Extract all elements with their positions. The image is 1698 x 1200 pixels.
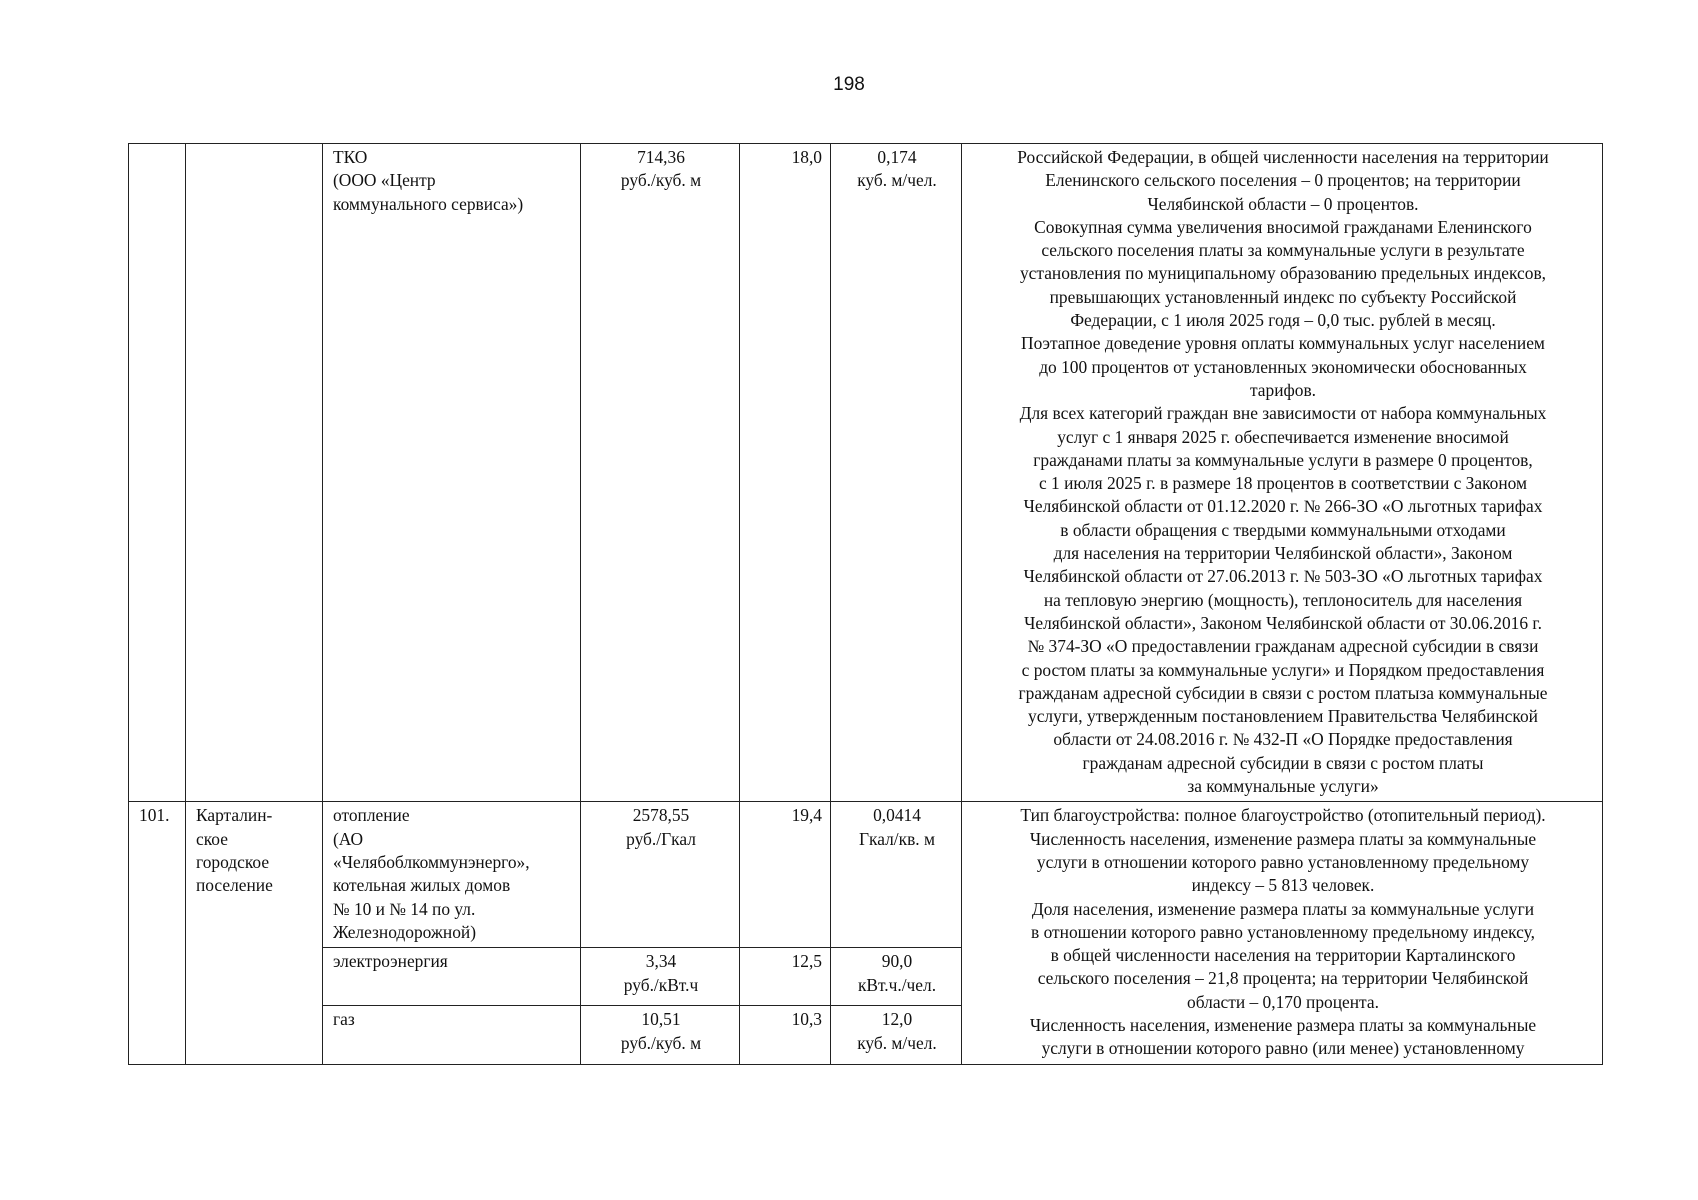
service-cell: ТКО (ООО «Центр коммунального сервиса»)	[323, 144, 581, 802]
table-row	[129, 802, 1603, 948]
municipality-cell: Карталин- ское городское поселение	[186, 802, 323, 1064]
page-number: 198	[833, 74, 865, 95]
tariff-table	[128, 143, 1603, 1065]
norm-cell: 90,0 кВт.ч./чел.	[831, 948, 962, 1006]
norm-cell: 0,0414 Гкал/кв. м	[831, 802, 962, 948]
tariff-cell: 10,51 руб./куб. м	[581, 1006, 740, 1064]
increase-cell: 12,5	[740, 948, 831, 1006]
service-cell: электроэнергия	[323, 948, 581, 1006]
increase-cell: 19,4	[740, 802, 831, 948]
table-row	[129, 144, 1603, 802]
service-cell: газ	[323, 1006, 581, 1064]
tariff-cell: 3,34 руб./кВт.ч	[581, 948, 740, 1006]
tariff-cell: 2578,55 руб./Гкал	[581, 802, 740, 948]
row-number-cell: 101.	[129, 802, 186, 1064]
service-cell: отопление (АО «Челябоблкоммунэнерго», котельная жилых домов № 10 и № 14 по ул. Железнодорожной)	[323, 802, 581, 948]
norm-cell: 0,174 куб. м/чел.	[831, 144, 962, 802]
row-number-cell	[129, 144, 186, 802]
note-cell: Российской Федерации, в общей численности населения на территории Еленинского сельского поселения – 0 процентов; на территории Челябинской области – 0 процентов. Совокупная сумма увеличения вносимой гражданами Еленинского сельского поселения платы за коммунальные услуги в результате установления по муниципальному образованию предельных индексов, превышающих установленный индекс по субъекту Российской Федерации, с 1 июля 2025 годя – 0,0 тыс. рублей в месяц. Поэтапное доведение уровня оплаты коммунальных услуг населением до 100 процентов от установленных экономически обоснованных тарифов. Для всех категорий граждан вне зависимости от набора коммунальных услуг с 1 января 2025 г. обеспечивается изменение вносимой гражданами платы за коммунальные услуги в размере 0 процентов, с 1 июля 2025 г. в размере 18 процентов в соответствии с Законом Челябинской области от 01.12.2020 г. № 266-ЗО «О льготных тарифах в области обращения с твердыми коммунальными отходами для населения на территории Челябинской области», Законом Челябинской области от 27.06.2013 г. № 503-ЗО «О льготных тарифах на тепловую энергию (мощность), теплоноситель для населения Челябинской области», Законом Челябинской области от 30.06.2016 г. № 374-ЗО «О предоставлении гражданам адресной субсидии в связи с ростом платы за коммунальные услуги» и Порядком предоставления гражданам адресной субсидии в связи с ростом платыза коммунальные услуги, утвержденным постановлением Правительства Челябинской области от 24.08.2016 г. № 432-П «О Порядке предоставления гражданам адресной субсидии в связи с ростом платы за коммунальные услуги»	[962, 144, 1603, 802]
note-cell: Тип благоустройства: полное благоустройство (отопительный период). Численность населения, изменение размера платы за коммунальные услуги в отношении которого равно установленному предельному индексу – 5 813 человек. Доля населения, изменение размера платы за коммунальные услуги в отношении которого равно установленному предельному индексу, в общей численности населения на территории Карталинского сельского поселения – 21,8 процента; на территории Челябинской области – 0,170 процента. Численность населения, изменение размера платы за коммунальные услуги в отношении которого равно (или менее) установленному	[962, 802, 1603, 1064]
increase-cell: 18,0	[740, 144, 831, 802]
increase-cell: 10,3	[740, 1006, 831, 1064]
municipality-cell	[186, 144, 323, 802]
norm-cell: 12,0 куб. м/чел.	[831, 1006, 962, 1064]
tariff-cell: 714,36 руб./куб. м	[581, 144, 740, 802]
